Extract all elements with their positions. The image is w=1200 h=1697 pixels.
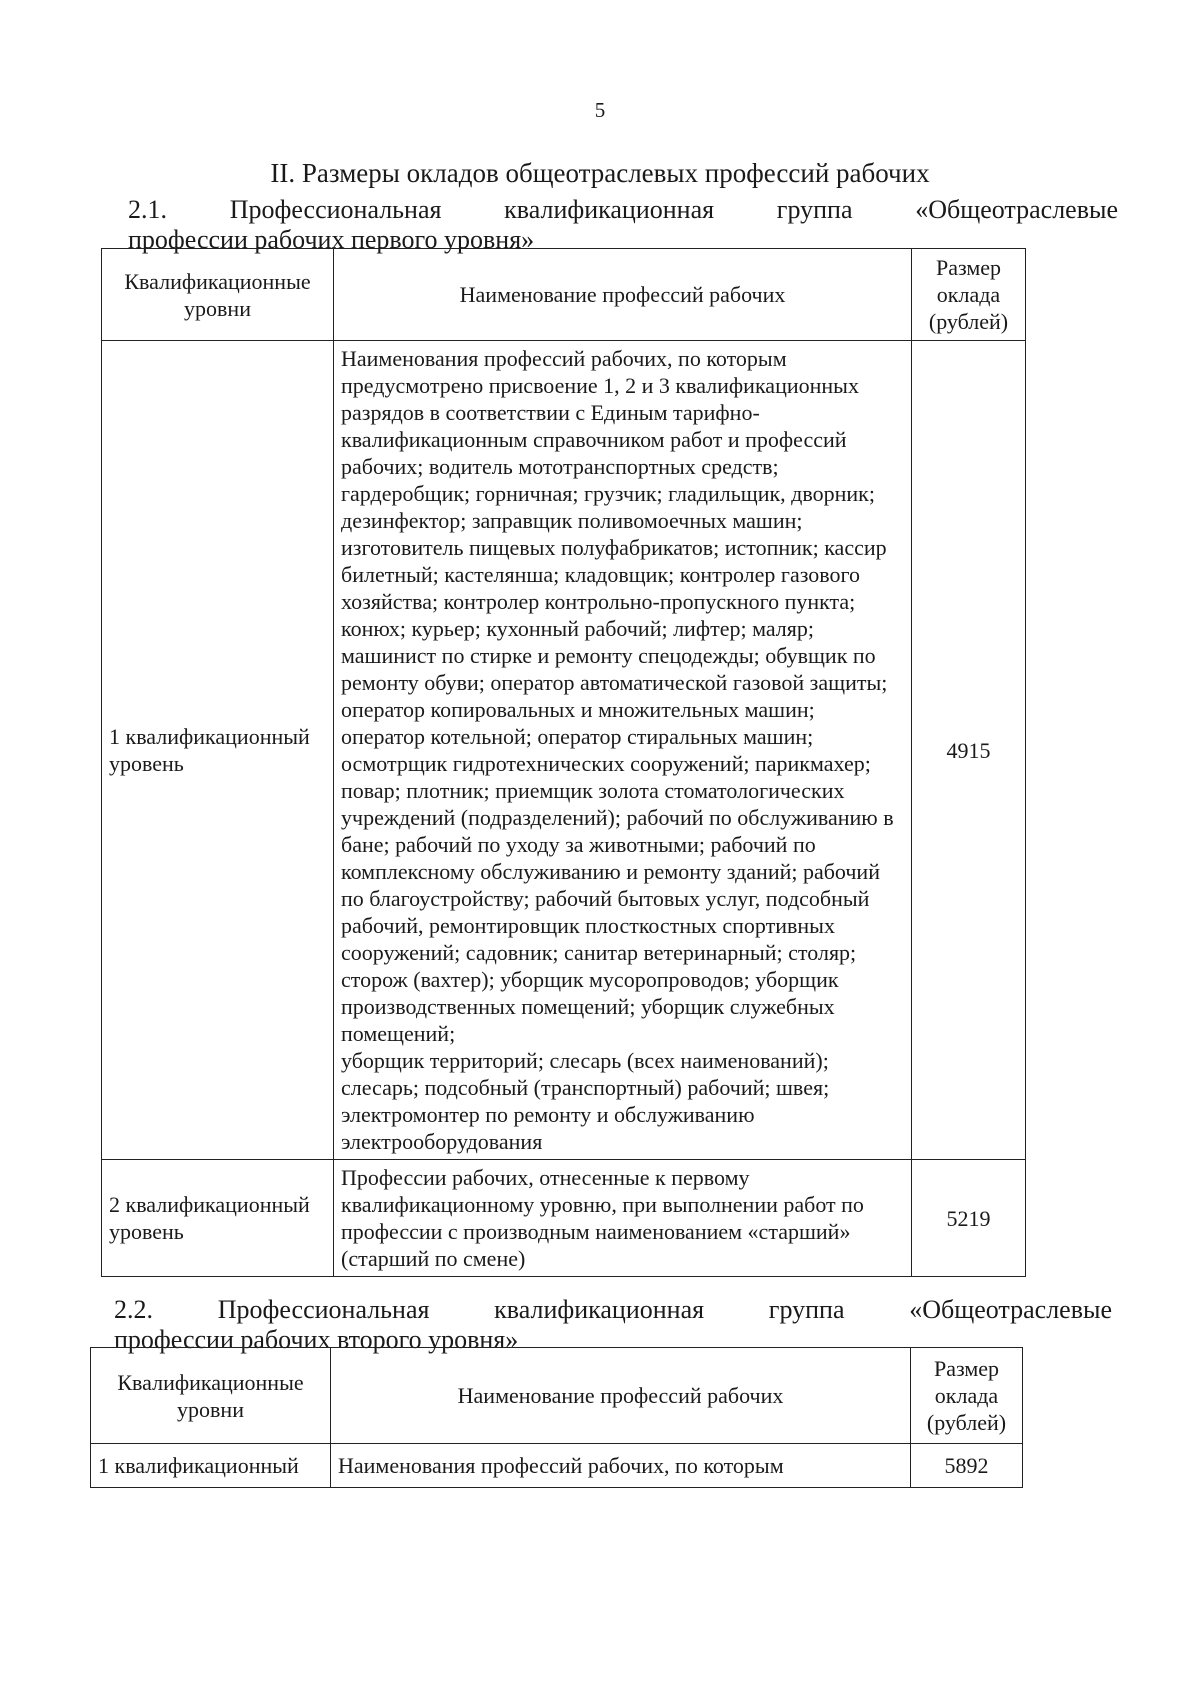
salary-cell: 5892 — [911, 1444, 1023, 1488]
profession-line: оператор копировальных и множительных машин; — [341, 697, 815, 722]
group2-table — [90, 1347, 1023, 1488]
profession-line: (старший по смене) — [341, 1246, 526, 1271]
salary-cell: 5219 — [912, 1160, 1026, 1277]
page-number: 5 — [594, 98, 606, 122]
profession-line: оператор котельной; оператор стиральных машин; — [341, 724, 814, 749]
table-header-row — [102, 249, 1026, 341]
profession-line: бане; рабочий по уходу за животными; рабочий по — [341, 832, 816, 857]
header-salary: Размер оклада (рублей) — [911, 1348, 1023, 1444]
group2-heading — [114, 1295, 1112, 1355]
header-levels: Квалификационные уровни — [91, 1348, 331, 1444]
profession-line: электромонтер по ремонту и обслуживанию — [341, 1102, 755, 1127]
profession-line: квалификационным справочником работ и профессий — [341, 427, 847, 452]
profession-line: хозяйства; контролер контрольно-пропускного пункта; — [341, 589, 856, 614]
table-row — [102, 1160, 1026, 1277]
profession-line: сооружений; садовник; санитар ветеринарный; столяр; — [341, 940, 857, 965]
profession-line: помещений; — [341, 1021, 456, 1046]
profession-cell — [334, 1160, 912, 1277]
profession-line: билетный; кастелянша; кладовщик; контролер газового — [341, 562, 860, 587]
profession-line: конюх; курьер; кухонный рабочий; лифтер; маляр; — [341, 616, 815, 641]
profession-line: комплексному обслуживанию и ремонту зданий; рабочий — [341, 859, 880, 884]
profession-line: уборщик территорий; слесарь (всех наименований); — [341, 1048, 829, 1073]
profession-line: дезинфектор; заправщик поливомоечных машин; — [341, 508, 803, 533]
profession-line: предусмотрено присвоение 1, 2 и 3 квалификационных — [341, 373, 859, 398]
profession-line: рабочих; водитель мототранспортных средств; — [341, 454, 779, 479]
profession-line: квалификационному уровню, при выполнении работ по — [341, 1192, 864, 1217]
profession-line: слесарь; подсобный (транспортный) рабочий; швея; — [341, 1075, 830, 1100]
profession-line: Наименования профессий рабочих, по которым — [341, 346, 787, 371]
profession-line: Наименования профессий рабочих, по которым — [338, 1453, 784, 1478]
profession-line: учреждений (подразделений); рабочий по обслуживанию в — [341, 805, 894, 830]
header-levels: Квалификационные уровни — [102, 249, 334, 341]
section-title: II. Размеры окладов общеотраслевых профессий рабочих — [270, 158, 930, 188]
profession-line: Профессии рабочих, отнесенные к первому — [341, 1165, 750, 1190]
group1-heading — [128, 195, 1118, 255]
profession-line: электрооборудования — [341, 1129, 543, 1154]
table-row — [102, 341, 1026, 1160]
profession-line: разрядов в соответствии с Единым тарифно- — [341, 400, 760, 425]
salary-cell: 4915 — [912, 341, 1026, 1160]
profession-line: сторож (вахтер); уборщик мусоропроводов; уборщик — [341, 967, 839, 992]
table-header-row — [91, 1348, 1023, 1444]
level-cell: 1 квалификационный — [91, 1444, 331, 1488]
profession-line: профессии с производным наименованием «старший» — [341, 1219, 851, 1244]
group1-heading-line1: 2.1. Профессиональная квалификационная группа «Общеотраслевые — [128, 195, 1118, 224]
profession-line: производственных помещений; уборщик служебных — [341, 994, 835, 1019]
table-row — [91, 1444, 1023, 1488]
profession-line: повар; плотник; приемщик золота стоматологических — [341, 778, 845, 803]
group1-heading-line2: профессии рабочих первого уровня» — [128, 225, 535, 254]
profession-line: машинист по стирке и ремонту спецодежды; обувщик по — [341, 643, 876, 668]
profession-cell — [334, 341, 912, 1160]
profession-line: рабочий, ремонтировщик плосткостных спортивных — [341, 913, 835, 938]
group1-table — [101, 248, 1026, 1277]
header-professions: Наименование профессий рабочих — [334, 249, 912, 341]
profession-cell — [331, 1444, 911, 1488]
group2-heading-line1: 2.2. Профессиональная квалификационная группа «Общеотраслевые — [114, 1295, 1112, 1324]
profession-line: осмотрщик гидротехнических сооружений; парикмахер; — [341, 751, 871, 776]
header-professions: Наименование профессий рабочих — [331, 1348, 911, 1444]
level-cell: 2 квалификационный уровень — [102, 1160, 334, 1277]
profession-line: по благоустройству; рабочий бытовых услуг, подсобный — [341, 886, 870, 911]
profession-line: гардеробщик; горничная; грузчик; гладильщик, дворник; — [341, 481, 875, 506]
header-salary: Размер оклада (рублей) — [912, 249, 1026, 341]
group2-heading-line2: профессии рабочих второго уровня» — [114, 1325, 519, 1354]
profession-line: ремонту обуви; оператор автоматической газовой защиты; — [341, 670, 888, 695]
profession-line: изготовитель пищевых полуфабрикатов; истопник; кассир — [341, 535, 887, 560]
level-cell: 1 квалификационный уровень — [102, 341, 334, 1160]
